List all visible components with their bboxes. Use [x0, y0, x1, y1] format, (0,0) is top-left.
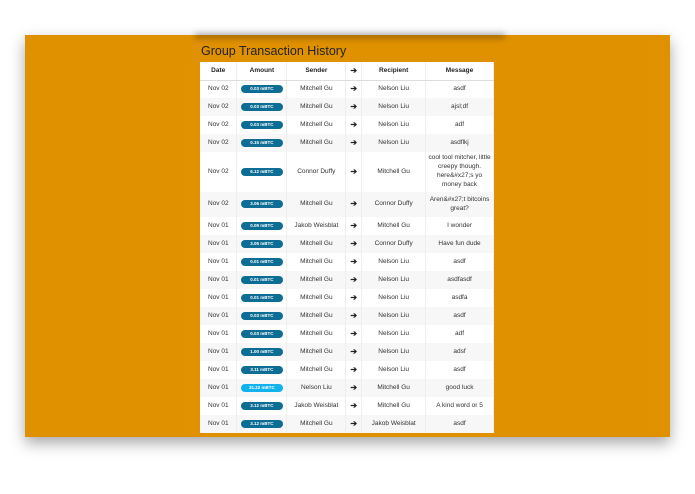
amount-badge: 3.05 mBTC — [241, 240, 283, 248]
arrow-right-icon: ➔ — [346, 235, 362, 253]
message-cell: asdf — [426, 361, 494, 379]
sender-cell: Mitchell Gu — [287, 415, 346, 433]
table-row — [200, 379, 494, 397]
date-cell: Nov 01 — [200, 361, 237, 379]
arrow-right-icon: ➔ — [346, 98, 362, 116]
amount-cell — [237, 415, 287, 433]
date-cell: Nov 01 — [200, 271, 237, 289]
message-cell: asdflkj — [426, 134, 494, 152]
sender-cell: Connor Duffy — [287, 152, 346, 192]
amount-badge: 6.12 mBTC — [241, 168, 283, 176]
sender-cell: Mitchell Gu — [287, 271, 346, 289]
sender-cell: Mitchell Gu — [287, 134, 346, 152]
date-cell: Nov 01 — [200, 253, 237, 271]
sender-cell: Mitchell Gu — [287, 307, 346, 325]
arrow-right-icon: ➔ — [346, 152, 362, 192]
amount-cell — [237, 343, 287, 361]
amount-cell — [237, 217, 287, 235]
amount-cell — [237, 361, 287, 379]
date-cell: Nov 01 — [200, 307, 237, 325]
recipient-cell: Nelson Liu — [362, 271, 426, 289]
amount-cell — [237, 253, 287, 271]
message-cell: asdfasdf — [426, 271, 494, 289]
amount-cell — [237, 116, 287, 134]
header-shadow — [195, 33, 505, 39]
date-cell: Nov 01 — [200, 235, 237, 253]
recipient-cell: Mitchell Gu — [362, 379, 426, 397]
amount-badge: 0.01 mBTC — [241, 276, 283, 284]
recipient-cell: Mitchell Gu — [362, 397, 426, 415]
amount-cell — [237, 271, 287, 289]
table-row — [200, 152, 494, 192]
date-cell: Nov 02 — [200, 80, 237, 98]
arrow-right-icon: ➔ — [346, 80, 362, 98]
message-cell: asdf — [426, 415, 494, 433]
message-cell: Aren&#x27;t bitcoins great? — [426, 192, 494, 217]
header-sender[interactable]: Sender — [287, 62, 346, 80]
recipient-cell: Nelson Liu — [362, 98, 426, 116]
message-cell: adf — [426, 116, 494, 134]
table-row — [200, 307, 494, 325]
amount-badge: 0.03 mBTC — [241, 312, 283, 320]
recipient-cell: Nelson Liu — [362, 325, 426, 343]
date-cell: Nov 01 — [200, 325, 237, 343]
date-cell: Nov 02 — [200, 116, 237, 134]
table-row — [200, 271, 494, 289]
date-cell: Nov 02 — [200, 134, 237, 152]
sender-cell: Mitchell Gu — [287, 361, 346, 379]
date-cell: Nov 01 — [200, 397, 237, 415]
amount-badge: 0.01 mBTC — [241, 294, 283, 302]
sender-cell: Nelson Liu — [287, 379, 346, 397]
recipient-cell: Connor Duffy — [362, 192, 426, 217]
table-row — [200, 217, 494, 235]
recipient-cell: Nelson Liu — [362, 361, 426, 379]
recipient-cell: Mitchell Gu — [362, 217, 426, 235]
amount-badge: 0.01 mBTC — [241, 258, 283, 266]
recipient-cell: Nelson Liu — [362, 307, 426, 325]
sender-cell: Mitchell Gu — [287, 289, 346, 307]
arrow-right-icon: ➔ — [346, 271, 362, 289]
arrow-right-icon: ➔ — [346, 116, 362, 134]
recipient-cell: Connor Duffy — [362, 235, 426, 253]
table-row — [200, 397, 494, 415]
table-row — [200, 253, 494, 271]
sender-cell: Jakob Weisblat — [287, 397, 346, 415]
sender-cell: Mitchell Gu — [287, 343, 346, 361]
table-row — [200, 343, 494, 361]
amount-cell — [237, 192, 287, 217]
header-arrow-icon: ➔ — [346, 62, 362, 80]
recipient-cell: Nelson Liu — [362, 134, 426, 152]
recipient-cell: Jakob Weisblat — [362, 415, 426, 433]
amount-badge: 0.15 mBTC — [241, 139, 283, 147]
amount-badge: 0.03 mBTC — [241, 85, 283, 93]
table-row — [200, 289, 494, 307]
table-row — [200, 415, 494, 433]
amount-cell — [237, 307, 287, 325]
table-row — [200, 98, 494, 116]
date-cell: Nov 01 — [200, 379, 237, 397]
arrow-right-icon: ➔ — [346, 307, 362, 325]
header-date[interactable]: Date — [200, 62, 237, 80]
amount-cell — [237, 134, 287, 152]
arrow-right-icon: ➔ — [346, 134, 362, 152]
recipient-cell: Nelson Liu — [362, 80, 426, 98]
recipient-cell: Nelson Liu — [362, 289, 426, 307]
amount-badge: 31.22 mBTC — [241, 384, 283, 392]
message-cell: adf — [426, 325, 494, 343]
sender-cell: Mitchell Gu — [287, 98, 346, 116]
arrow-right-icon: ➔ — [346, 397, 362, 415]
date-cell: Nov 01 — [200, 217, 237, 235]
message-cell: cool tool mitcher, little creepy though. here&#x27;s yo money back — [426, 152, 494, 192]
arrow-right-icon: ➔ — [346, 192, 362, 217]
amount-cell — [237, 98, 287, 116]
message-cell: ajsl;df — [426, 98, 494, 116]
amount-cell — [237, 325, 287, 343]
table-header — [200, 62, 494, 80]
header-recipient[interactable]: Recipient — [362, 62, 426, 80]
table-row — [200, 80, 494, 98]
amount-badge: 3.12 mBTC — [241, 420, 283, 428]
header-message[interactable]: Message — [426, 62, 494, 80]
message-cell: good luck — [426, 379, 494, 397]
amount-badge: 0.03 mBTC — [241, 121, 283, 129]
amount-cell — [237, 152, 287, 192]
amount-cell — [237, 379, 287, 397]
message-cell: asdf — [426, 80, 494, 98]
arrow-right-icon: ➔ — [346, 253, 362, 271]
recipient-cell: Nelson Liu — [362, 116, 426, 134]
message-cell: A kind word or 5 — [426, 397, 494, 415]
amount-badge: 3.11 mBTC — [241, 366, 283, 374]
table-row — [200, 192, 494, 217]
date-cell: Nov 02 — [200, 98, 237, 116]
table-row — [200, 134, 494, 152]
sender-cell: Mitchell Gu — [287, 253, 346, 271]
sender-cell: Mitchell Gu — [287, 192, 346, 217]
sender-cell: Jakob Weisblat — [287, 217, 346, 235]
message-cell: asdf — [426, 307, 494, 325]
message-cell: adsf — [426, 343, 494, 361]
transaction-table — [200, 62, 494, 433]
header-amount[interactable]: Amount — [237, 62, 287, 80]
amount-badge: 0.03 mBTC — [241, 103, 283, 111]
message-cell: asdf — [426, 253, 494, 271]
amount-badge: 0.03 mBTC — [241, 330, 283, 338]
date-cell: Nov 02 — [200, 152, 237, 192]
table-row — [200, 235, 494, 253]
recipient-cell: Mitchell Gu — [362, 152, 426, 192]
date-cell: Nov 01 — [200, 289, 237, 307]
recipient-cell: Nelson Liu — [362, 343, 426, 361]
date-cell: Nov 02 — [200, 192, 237, 217]
amount-badge: 3.06 mBTC — [241, 200, 283, 208]
date-cell: Nov 01 — [200, 343, 237, 361]
recipient-cell: Nelson Liu — [362, 253, 426, 271]
arrow-right-icon: ➔ — [346, 343, 362, 361]
arrow-right-icon: ➔ — [346, 289, 362, 307]
arrow-right-icon: ➔ — [346, 217, 362, 235]
table-row — [200, 361, 494, 379]
arrow-right-icon: ➔ — [346, 325, 362, 343]
amount-cell — [237, 235, 287, 253]
message-cell: asdfa — [426, 289, 494, 307]
sender-cell: Mitchell Gu — [287, 116, 346, 134]
date-cell: Nov 01 — [200, 415, 237, 433]
amount-badge: 0.09 mBTC — [241, 222, 283, 230]
sender-cell: Mitchell Gu — [287, 325, 346, 343]
arrow-right-icon: ➔ — [346, 361, 362, 379]
table-row — [200, 325, 494, 343]
amount-cell — [237, 289, 287, 307]
amount-badge: 1.00 mBTC — [241, 348, 283, 356]
table-row — [200, 116, 494, 134]
page-title: Group Transaction History — [201, 44, 347, 58]
amount-cell — [237, 397, 287, 415]
sender-cell: Mitchell Gu — [287, 80, 346, 98]
amount-cell — [237, 80, 287, 98]
message-cell: I wonder — [426, 217, 494, 235]
sender-cell: Mitchell Gu — [287, 235, 346, 253]
amount-badge: 3.12 mBTC — [241, 402, 283, 410]
arrow-right-icon: ➔ — [346, 379, 362, 397]
arrow-right-icon: ➔ — [346, 415, 362, 433]
message-cell: Have fun dude — [426, 235, 494, 253]
